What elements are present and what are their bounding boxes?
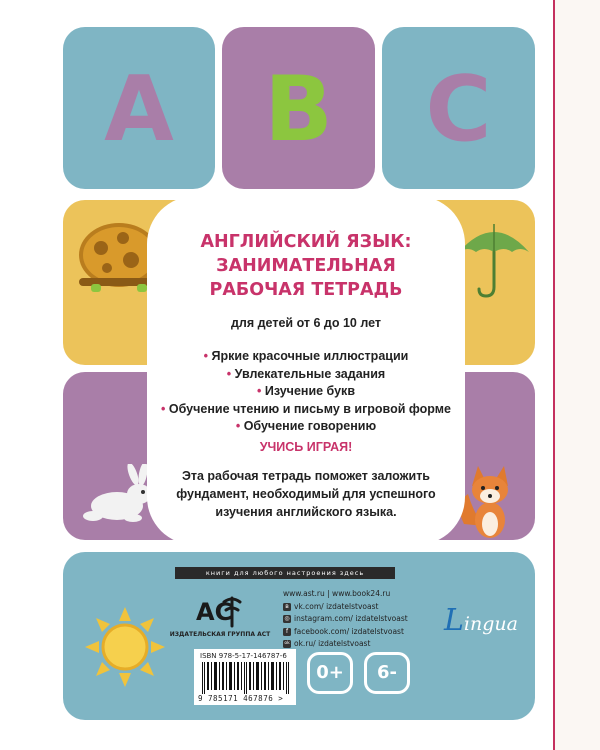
list-item: • Яркие красочные иллюстрации bbox=[203, 349, 409, 363]
book-title bbox=[147, 230, 465, 302]
description-line: изучения английского языка. bbox=[215, 505, 397, 519]
publisher-tagline: книги для любого настроения здесь bbox=[175, 567, 395, 579]
barcode-bars bbox=[202, 662, 290, 694]
facebook-icon: f bbox=[283, 628, 291, 636]
list-item: • Обучение чтению и письму в игровой форме bbox=[161, 401, 451, 416]
title-line: РАБОЧАЯ ТЕТРАДЬ bbox=[209, 280, 403, 300]
publisher-caption: ИЗДАТЕЛЬСКАЯ ГРУППА АСТ bbox=[169, 631, 271, 638]
website-link[interactable]: www.ast.ru | www.book24.ru bbox=[283, 589, 391, 598]
description-line: Эта рабочая тетрадь поможет заложить bbox=[181, 469, 430, 483]
lingua-logo bbox=[444, 603, 518, 638]
social-link-vk[interactable]: в vk.com/ izdatelstvoast bbox=[283, 601, 408, 614]
age-rating-badge: 6- bbox=[364, 652, 410, 694]
ast-logo-icon bbox=[190, 592, 250, 636]
list-item: • Увлекательные задания bbox=[226, 366, 386, 381]
umbrella-icon bbox=[454, 212, 534, 302]
slogan: УЧИСЬ ИГРАЯ! bbox=[259, 440, 353, 454]
lingua-letter-l: L bbox=[444, 603, 464, 638]
isbn-number: ISBN 978-5-17-146787-6 bbox=[200, 652, 287, 660]
barcode-number: 9 785171 467876 > bbox=[198, 694, 284, 703]
sun-icon bbox=[85, 607, 165, 687]
social-link-instagram[interactable]: ◎ instagram.com/ izdatelstvoast bbox=[284, 614, 408, 623]
age-rating-badge: 0+ bbox=[307, 652, 353, 694]
social-link-facebook[interactable]: f facebook.com/ izdatelstvoast bbox=[283, 626, 408, 639]
instagram-icon: ◎ bbox=[284, 615, 290, 623]
letter-c: C bbox=[425, 57, 492, 162]
svg-text:AC: AC bbox=[196, 598, 233, 626]
social-link-odnoklassniki[interactable]: ok ok.ru/ izdatelstvoast bbox=[284, 639, 371, 648]
title-line: АНГЛИЙСКИЙ ЯЗЫК: bbox=[200, 232, 412, 252]
letter-b: B bbox=[264, 57, 333, 162]
spine-background bbox=[555, 0, 600, 750]
description-card bbox=[147, 196, 465, 545]
feature-list bbox=[137, 348, 475, 436]
letter-tile-a bbox=[63, 27, 215, 189]
publisher-links bbox=[283, 588, 408, 651]
barcode bbox=[194, 649, 296, 705]
letter-a: A bbox=[104, 57, 174, 162]
letter-tile-c bbox=[382, 27, 535, 189]
letter-tile-b bbox=[222, 27, 375, 189]
list-item: • Изучение букв bbox=[256, 384, 355, 398]
vk-icon: в bbox=[283, 603, 291, 611]
description bbox=[147, 467, 465, 521]
lingua-wordmark: ingua bbox=[463, 613, 518, 635]
age-range-text: для детей от 6 до 10 лет bbox=[230, 316, 382, 330]
odnoklassniki-icon: ok bbox=[284, 641, 290, 647]
title-line: ЗАНИМАТЕЛЬНАЯ bbox=[216, 256, 396, 276]
list-item: • Обучение говорению bbox=[235, 419, 377, 433]
description-line: фундамент, необходимый для успешного bbox=[176, 487, 436, 501]
spine-line bbox=[553, 0, 555, 750]
rabbit-icon bbox=[77, 464, 157, 534]
